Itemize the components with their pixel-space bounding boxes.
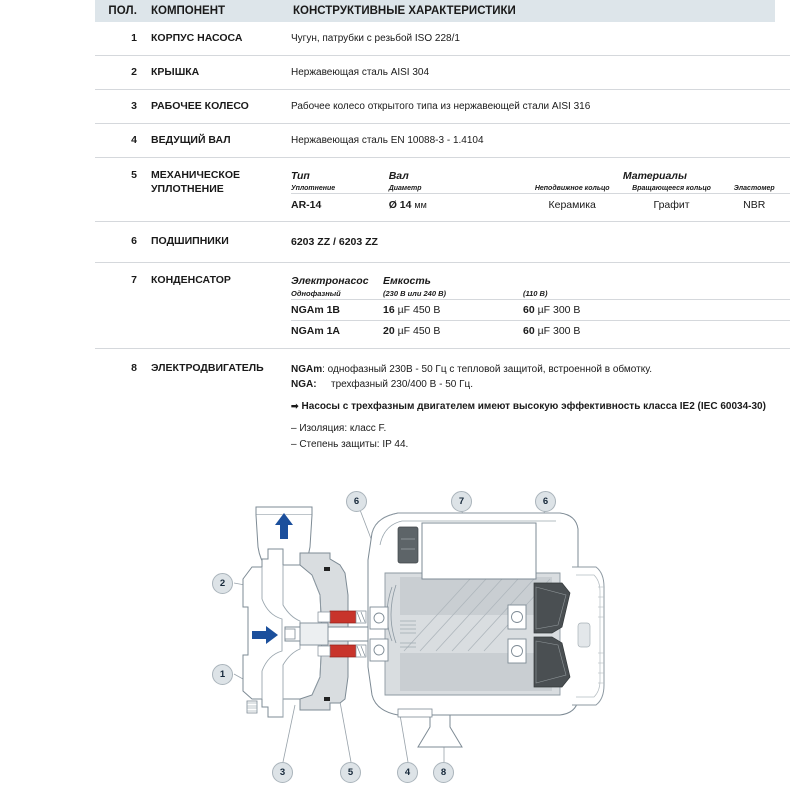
seal-val-rotating-ring: Графит xyxy=(625,194,719,213)
row-description xyxy=(291,168,790,213)
motor-text-ngam: : однофазный 230В - 50 Гц с тепловой защитой, встроенной в обмотку. xyxy=(322,364,652,376)
capacitor-head-pump: Электронасос xyxy=(291,274,369,287)
callout-5-bottom[interactable]: 5 xyxy=(340,762,361,783)
callout-8-bottom[interactable]: 8 xyxy=(433,762,454,783)
gasket-mark-bottom xyxy=(324,697,330,701)
seal-val-shaft xyxy=(389,194,520,213)
callout-4-bottom[interactable]: 4 xyxy=(397,762,418,783)
row-pos: 6 xyxy=(131,235,137,248)
capacitor-value-230 xyxy=(383,300,523,321)
capacitor-model: NGAm 1A xyxy=(291,320,383,340)
row-pos: 5 xyxy=(131,169,137,181)
seal-sub-stationary-ring: Неподвижное кольцо xyxy=(534,184,610,192)
pump-cross-section-diagram xyxy=(0,455,800,800)
capacitor-subhead-row xyxy=(291,289,790,300)
capacitor-sub-voltage-230: (230 В или 240 В) xyxy=(383,288,447,298)
seal-subtable xyxy=(291,169,790,213)
seal-val-stationary-ring: Керамика xyxy=(520,194,625,213)
capacitor-head-row xyxy=(291,274,790,289)
callout-7-top[interactable]: 7 xyxy=(451,491,472,512)
table-row xyxy=(95,56,790,90)
seal-val-type: AR-14 xyxy=(291,194,389,213)
capacitor-value-110-unit: µF 300 В xyxy=(537,304,581,317)
seal-val-elastomer: NBR xyxy=(718,194,790,213)
table-row xyxy=(95,90,790,124)
seal-val-shaft-unit: мм xyxy=(414,200,427,211)
motor-line-three-phase xyxy=(291,377,790,392)
capacitor-value-230-num: 16 xyxy=(383,304,395,317)
row-description xyxy=(291,361,790,452)
table-row xyxy=(95,124,790,158)
row-component: РАБОЧЕЕ КОЛЕСО xyxy=(151,100,249,112)
seal-sub-type: Уплотнение xyxy=(291,184,336,192)
terminal-box xyxy=(422,523,536,579)
callout-6-top-right[interactable]: 6 xyxy=(535,491,556,512)
row-description: 6203 ZZ / 6203 ZZ xyxy=(291,236,378,249)
seal-sub-elastomer: Эластомер xyxy=(733,184,775,192)
row-component: МЕХАНИЧЕСКОЕ УПЛОТНЕНИЕ xyxy=(151,169,241,196)
capacitor-value-230-unit: µF 450 В xyxy=(397,324,441,337)
pump-diagram-svg xyxy=(0,455,800,800)
capacitor-sub-voltage-110: (110 В) xyxy=(523,288,548,298)
row-description: Нержавеющая сталь EN 10088-3 - 1.4104 xyxy=(291,135,484,146)
table-header-bar xyxy=(95,0,775,22)
header-pos: ПОЛ. xyxy=(108,5,137,17)
row-component: ВЕДУЩИЙ ВАЛ xyxy=(151,134,231,146)
motor-line-single-phase xyxy=(291,362,790,377)
capacitor-value-230-unit: µF 450 В xyxy=(397,304,441,317)
header-description: КОНСТРУКТИВНЫЕ ХАРАКТЕРИСТИКИ xyxy=(293,5,516,17)
motor-protection-degree: – Степень защиты: IP 44. xyxy=(291,438,409,450)
capacitor-head-capacity: Емкость xyxy=(383,274,431,287)
callout-1-left[interactable]: 1 xyxy=(212,664,233,685)
row-component: ПОДШИПНИКИ xyxy=(151,235,229,248)
seal-head-materials: Материалы xyxy=(622,170,687,182)
row-component: ЭЛЕКТРОДВИГАТЕЛЬ xyxy=(151,362,264,375)
arrow-right-icon: ➡ xyxy=(291,401,299,412)
capacitor-value-row xyxy=(291,300,790,321)
seal-head-type: Тип xyxy=(291,170,310,182)
callout-3-bottom[interactable]: 3 xyxy=(272,762,293,783)
table-row-mechanical-seal xyxy=(95,158,790,222)
header-component: КОМПОНЕНТ xyxy=(151,5,226,17)
seal-sub-shaft: Диаметр xyxy=(388,184,422,192)
table-row xyxy=(95,22,790,56)
seal-val-shaft-dia: Ø 14 xyxy=(388,199,412,212)
row-description: Чугун, патрубки с резьбой ISO 228/1 xyxy=(291,33,460,44)
capacitor-value-110 xyxy=(523,320,790,340)
table-row-bearings xyxy=(95,222,790,263)
motor-efficiency-note-text: Насосы с трехфазным двигателем имеют высокую эффективность класса IE2 (IEC 60034-30) xyxy=(301,401,766,413)
table-row-capacitor xyxy=(95,263,790,350)
capacitor-value-110-num: 60 xyxy=(523,304,535,317)
motor-label-ngam: NGAm xyxy=(291,364,323,376)
table-row-motor xyxy=(95,349,790,461)
specifications-table xyxy=(95,0,795,461)
seal-subtable-head-row xyxy=(291,169,790,184)
capacitor-model: NGAm 1B xyxy=(291,300,383,321)
row-pos: 1 xyxy=(131,32,137,44)
motor-label-nga: NGA: xyxy=(291,379,317,391)
capacitor-sub-phase: Однофазный xyxy=(291,288,341,298)
row-component: КОНДЕНСАТОР xyxy=(151,273,231,286)
callout-6-top-left[interactable]: 6 xyxy=(346,491,367,512)
capacitor-value-230-num: 20 xyxy=(383,324,395,337)
row-pos: 7 xyxy=(131,273,137,286)
row-description: Рабочее колесо открытого типа из нержавеющей стали AISI 316 xyxy=(291,101,591,112)
seal-subtable-value-row xyxy=(291,194,790,213)
terminal-block xyxy=(398,527,418,563)
row-component: КОРПУС НАСОСА xyxy=(151,32,243,44)
row-pos: 3 xyxy=(131,100,137,112)
gasket-mark-top xyxy=(324,567,330,571)
capacitor-value-230 xyxy=(383,320,523,340)
motor-text-nga: трехфазный 230/400 В - 50 Гц. xyxy=(331,379,474,391)
motor-insulation-class: – Изоляция: класс F. xyxy=(291,423,387,435)
capacitor-value-row xyxy=(291,320,790,340)
row-component: КРЫШКА xyxy=(151,66,200,78)
motor-foot xyxy=(418,715,462,747)
seal-subtable-subhead-row xyxy=(291,184,790,194)
capacitor-value-110-num: 60 xyxy=(523,324,535,337)
row-description xyxy=(291,273,790,341)
row-pos: 8 xyxy=(131,362,137,375)
seal-head-shaft: Вал xyxy=(388,170,409,182)
capacitor-value-110-unit: µF 300 В xyxy=(537,324,581,337)
capacitor-value-110 xyxy=(523,300,790,321)
seal-sub-rotating-ring: Вращающееся кольцо xyxy=(632,184,711,192)
callout-2-left[interactable]: 2 xyxy=(212,573,233,594)
row-pos: 4 xyxy=(131,134,137,146)
capacitor-head-spacer xyxy=(523,274,790,289)
row-pos: 2 xyxy=(131,66,137,78)
row-description: Нержавеющая сталь AISI 304 xyxy=(291,67,430,78)
motor-efficiency-note xyxy=(291,400,790,414)
capacitor-subtable xyxy=(291,274,790,341)
